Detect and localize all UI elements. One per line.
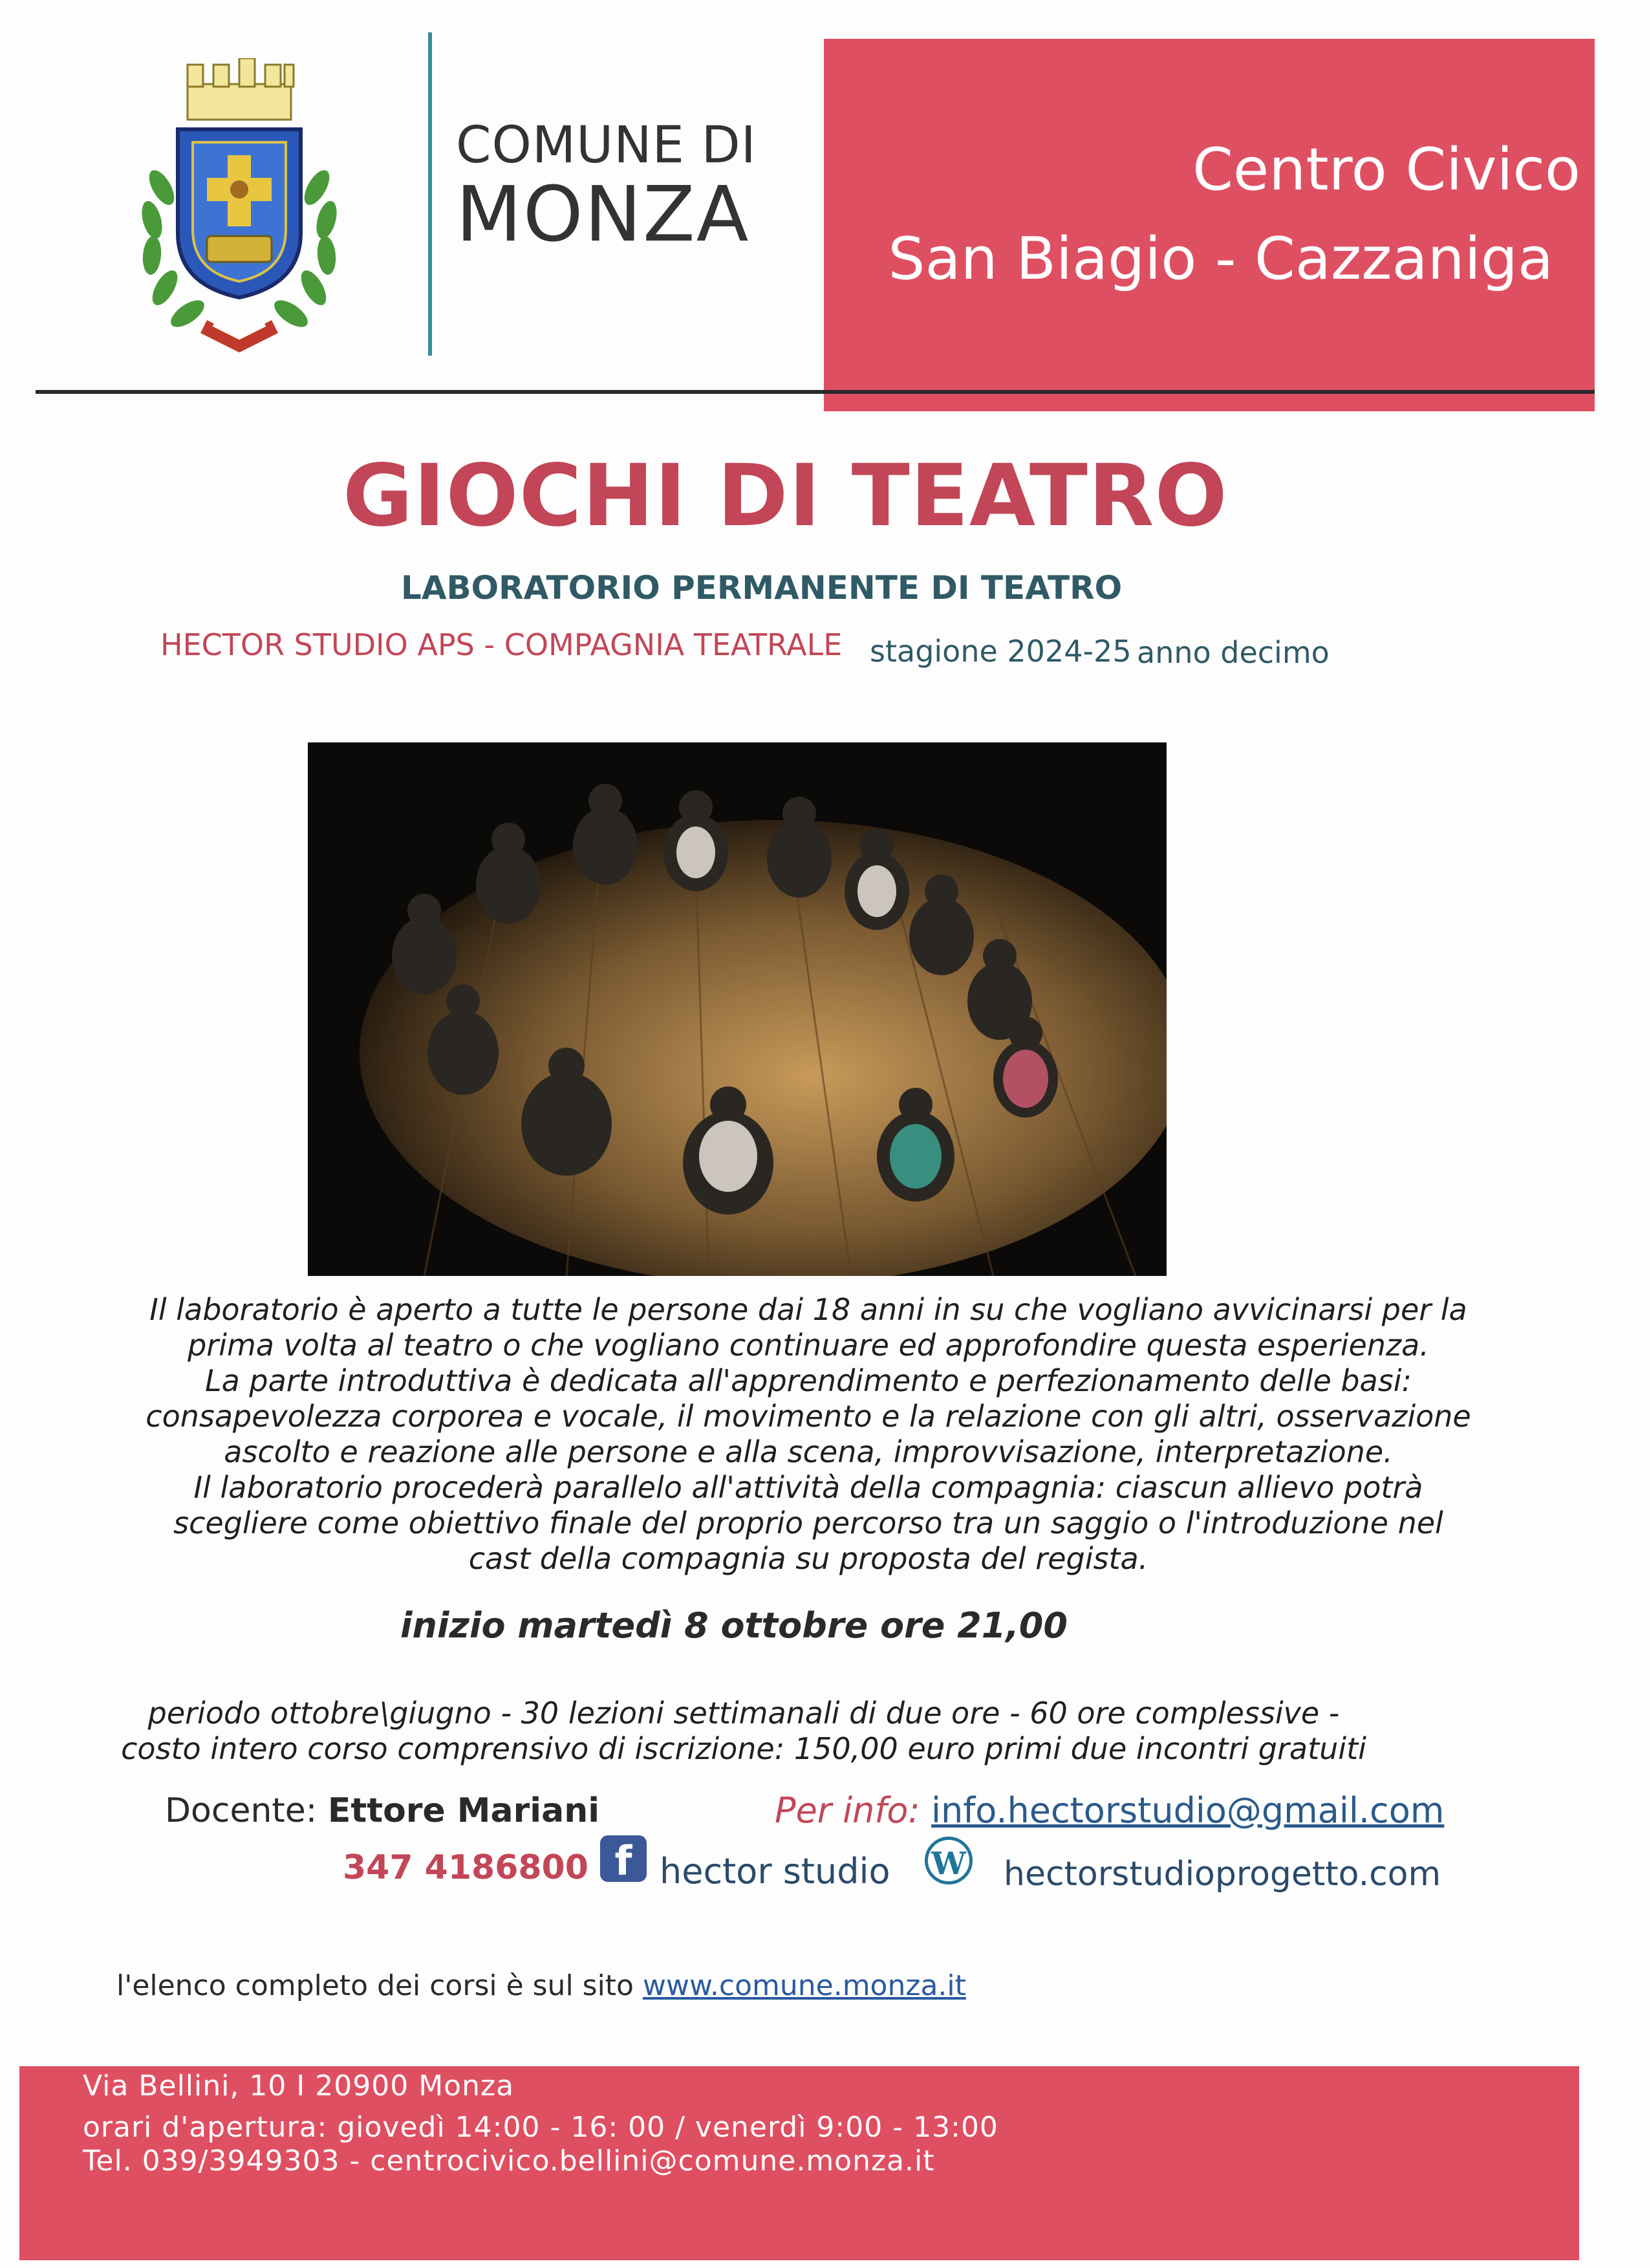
workshop-description bbox=[78, 1292, 1539, 1577]
company-name: HECTOR STUDIO APS - COMPAGNIA TEATRALE bbox=[160, 627, 843, 662]
description-line: consapevolezza corporea e vocale, il movimento e la relazione con gli altri, osservazione bbox=[146, 1399, 1471, 1434]
teacher-name: Ettore Mariani bbox=[327, 1791, 600, 1830]
monza-coat-of-arms-icon bbox=[116, 58, 362, 356]
theatre-workshop-photo bbox=[308, 742, 1167, 1276]
comune-line1: COMUNE DI bbox=[456, 116, 757, 175]
start-date: inizio martedì 8 ottobre ore 21,00 bbox=[400, 1605, 1068, 1646]
facebook-icon: f bbox=[600, 1835, 647, 1882]
header-divider bbox=[428, 32, 432, 356]
phone-number: 347 4186800 bbox=[343, 1848, 588, 1887]
page-subtitle: LABORATORIO PERMANENTE DI TEATRO bbox=[401, 569, 1123, 607]
period-line: periodo ottobre\giugno - 30 lezioni settimanali di due ore - 60 ore complessive - bbox=[147, 1696, 1340, 1731]
description-line: La parte introduttiva è dedicata all'apprendimento e perfezionamento delle basi: bbox=[204, 1363, 1412, 1398]
period-line: costo intero corso comprensivo di iscrizione: 150,00 euro primi due incontri gratuiti bbox=[121, 1731, 1366, 1766]
year-label: anno decimo bbox=[1137, 635, 1330, 670]
season-label: stagione 2024-25 bbox=[870, 634, 1132, 669]
teacher bbox=[165, 1791, 599, 1830]
description-line: scegliere come obiettivo finale del proprio percorso tra un saggio o l'introduzione nel bbox=[173, 1506, 1443, 1540]
wordpress-icon: W bbox=[925, 1837, 973, 1885]
footer-address: Via Bellini, 10 I 20900 Monza bbox=[83, 2069, 515, 2102]
description-line: cast della compagnia su proposta del regista. bbox=[468, 1541, 1148, 1576]
description-line: Il laboratorio procederà parallelo all'attività della compagnia: ciascun allievo potrà bbox=[193, 1470, 1423, 1505]
courses-note-text: l'elenco completo dei corsi è sul sito bbox=[116, 1969, 634, 2002]
description-line: Il laboratorio è aperto a tutte le persone dai 18 anni in su che vogliano avvicinarsi per la bbox=[149, 1292, 1467, 1327]
description-line: prima volta al teatro o che vogliano continuare ed approfondire questa esperienza. bbox=[188, 1328, 1429, 1363]
teacher-label: Docente: bbox=[165, 1791, 318, 1830]
comune-line2: MONZA bbox=[456, 169, 750, 259]
footer-hours: orari d'apertura: giovedì 14:00 - 16: 00 / venerdì 9:00 - 13:00 bbox=[83, 2111, 998, 2144]
description-line: ascolto e reazione alle persone e alla scena, improvvisazione, interpretazione. bbox=[224, 1434, 1393, 1469]
centro-line1: Centro Civico bbox=[1192, 136, 1580, 204]
facebook-page-link[interactable]: hector studio bbox=[660, 1851, 890, 1892]
footer-contact: Tel. 039/3949303 - centrocivico.bellini@comune.monza.it bbox=[83, 2144, 935, 2177]
centro-line2: San Biagio - Cazzaniga bbox=[888, 225, 1553, 293]
page-title: GIOCHI DI TEATRO bbox=[343, 446, 1228, 546]
comune-website-link[interactable]: www.comune.monza.it bbox=[642, 1969, 966, 2002]
website-link[interactable]: hectorstudioprogetto.com bbox=[1004, 1855, 1441, 1894]
info-label: Per info: bbox=[775, 1790, 920, 1831]
course-period bbox=[78, 1696, 1410, 1767]
header-rule bbox=[36, 390, 1595, 394]
courses-note bbox=[116, 1969, 966, 2002]
info-email-link[interactable]: info.hectorstudio@gmail.com bbox=[931, 1790, 1445, 1831]
